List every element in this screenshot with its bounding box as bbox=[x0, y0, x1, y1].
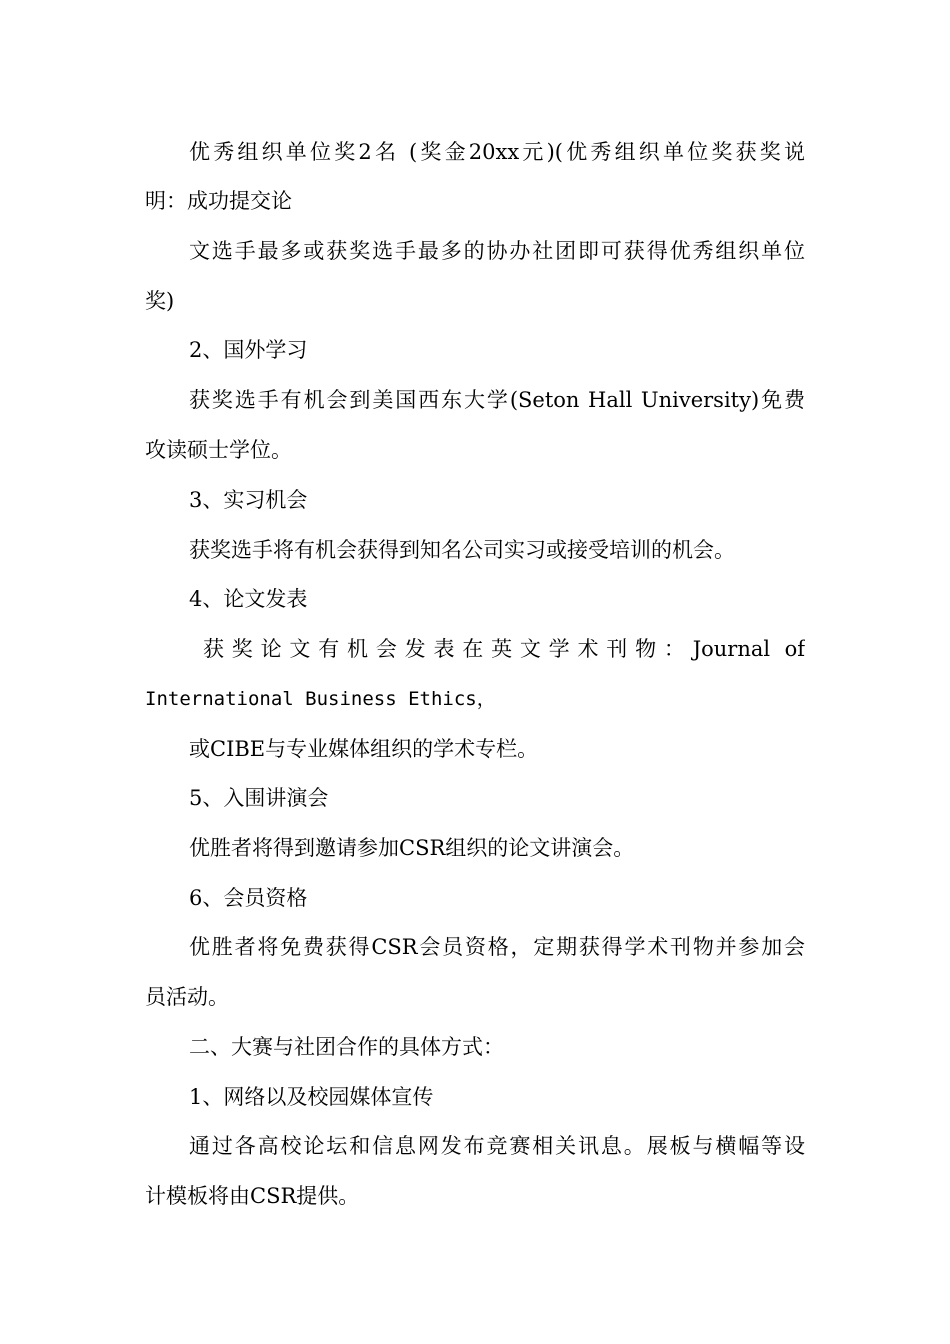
paragraph-line: 优秀组织单位奖2名 (奖金20xx元)(优秀组织单位奖获奖说 bbox=[189, 140, 805, 164]
section-heading: 4、论文发表 bbox=[189, 587, 308, 611]
section-heading: 2、国外学习 bbox=[189, 338, 308, 362]
paragraph-line: 计模板将由CSR提供。 bbox=[145, 1184, 360, 1208]
paragraph-line: 获奖选手将有机会获得到知名公司实习或接受培训的机会。 bbox=[189, 538, 735, 562]
paragraph-line: 奖) bbox=[145, 289, 175, 313]
paragraph-line: 攻读硕士学位。 bbox=[145, 438, 292, 462]
section-heading: 二、大赛与社团合作的具体方式： bbox=[189, 1035, 504, 1059]
paragraph-line: 文选手最多或获奖选手最多的协办社团即可获得优秀组织单位 bbox=[189, 239, 805, 263]
paragraph-line: International Business Ethics， bbox=[145, 688, 496, 710]
paragraph-line: 员活动。 bbox=[145, 985, 229, 1009]
paragraph-line: 或CIBE与专业媒体组织的学术专栏。 bbox=[189, 737, 539, 761]
section-heading: 6、会员资格 bbox=[189, 886, 308, 910]
paragraph-line: 优胜者将免费获得CSR会员资格，定期获得学术刊物并参加会 bbox=[189, 935, 805, 959]
paragraph-line: 明：成功提交论 bbox=[145, 189, 292, 213]
section-heading: 1、网络以及校园媒体宣传 bbox=[189, 1085, 434, 1109]
section-heading: 5、入围讲演会 bbox=[189, 786, 329, 810]
paragraph-line: 获奖选手有机会到美国西东大学(Seton Hall University)免费 bbox=[189, 388, 805, 412]
paragraph-line: 通过各高校论坛和信息网发布竞赛相关讯息。展板与横幅等设 bbox=[189, 1134, 805, 1158]
paragraph-line: 优胜者将得到邀请参加CSR组织的论文讲演会。 bbox=[189, 836, 635, 860]
paragraph-line: 获奖论文有机会发表在英文学术刊物：Journal of bbox=[203, 637, 805, 661]
section-heading: 3、实习机会 bbox=[189, 488, 308, 512]
